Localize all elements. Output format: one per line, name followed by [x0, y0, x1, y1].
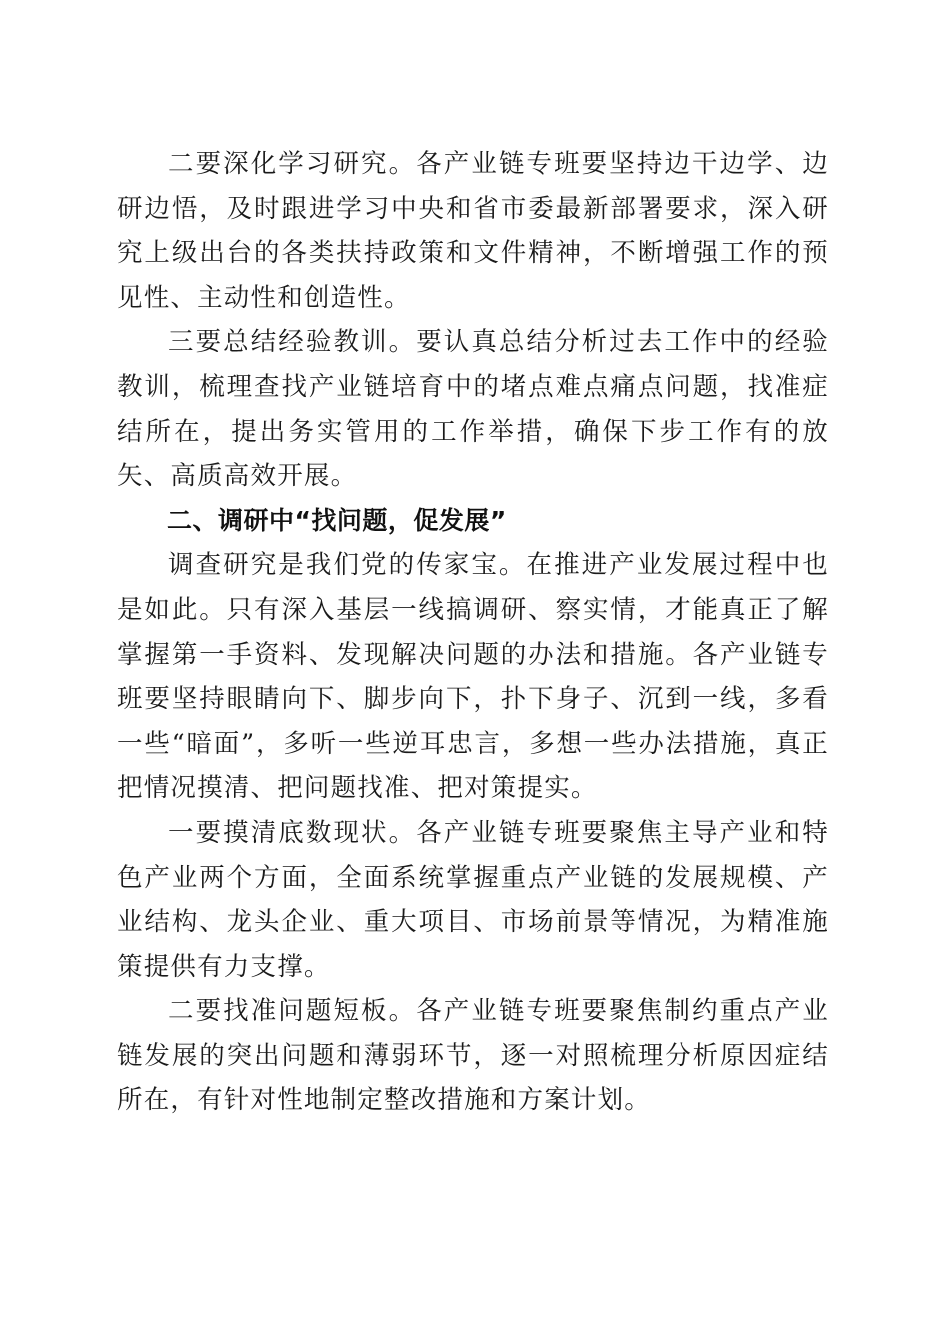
paragraph-clarify-status: 一要摸清底数现状。各产业链专班要聚焦主导产业和特色产业两个方面，全面系统掌握重点产业链的发展规模、产业结构、龙头企业、重大项目、市场前景等情况，为精准施策提供有力支撑。	[117, 817, 829, 982]
paragraph-summarize-lessons: 三要总结经验教训。要认真总结分析过去工作中的经验教训，梳理查找产业链培育中的堵点难点痛点问题，找准症结所在，提出务实管用的工作举措，确保下步工作有的放矢、高质高效开展。	[117, 327, 829, 492]
document-body	[117, 142, 829, 1123]
paragraph-find-shortcomings: 二要找准问题短板。各产业链专班要聚焦制约重点产业链发展的突出问题和薄弱环节，逐一对照梳理分析原因症结所在，有针对性地制定整改措施和方案计划。	[117, 996, 829, 1116]
paragraph-investigation: 调查研究是我们党的传家宝。在推进产业发展过程中也是如此。只有深入基层一线搞调研、察实情，才能真正了解掌握第一手资料、发现解决问题的办法和措施。各产业链专班要坚持眼睛向下、脚步向下，扑下身子、沉到一线，多看一些“暗面”，多听一些逆耳忠言，多想一些办法措施，真正把情况摸清、把问题找准、把对策提实。	[117, 550, 829, 804]
section-heading-research: 二、调研中“找问题，促发展”	[167, 505, 507, 535]
paragraph-deepen-study: 二要深化学习研究。各产业链专班要坚持边干边学、边研边悟，及时跟进学习中央和省市委最新部署要求，深入研究上级出台的各类扶持政策和文件精神，不断增强工作的预见性、主动性和创造性。	[117, 149, 829, 313]
